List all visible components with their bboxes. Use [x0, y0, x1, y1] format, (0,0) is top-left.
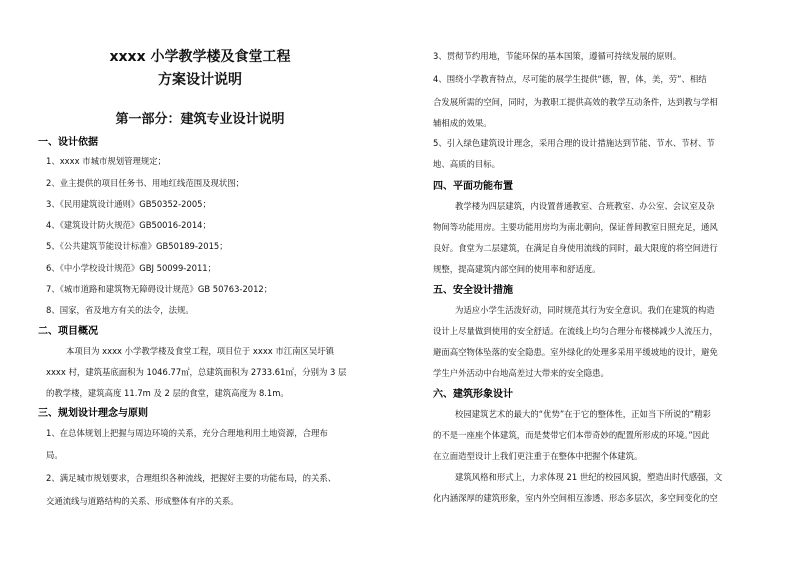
principle-line: 局。 [46, 450, 63, 460]
safety-line: 避面高空物体坠落的安全隐患。室外绿化的处理多采用平缓坡地的设计，避免 [433, 347, 718, 357]
section-heading-5: 五、安全设计措施 [433, 285, 513, 296]
basis-item: 6、《中小学校设计规范》GBJ 50099-2011； [46, 263, 216, 273]
layout-line: 良好。食堂为二层建筑，在满足自身使用流线的同时，最大限度的将空间进行 [433, 243, 718, 253]
section-heading-3: 三、规划设计理念与原则 [38, 408, 148, 419]
basis-item: 2、业主提供的项目任务书、用地红线范围及现状图； [46, 178, 244, 188]
principle-line: 2、满足城市规划要求，合理组织各种流线，把握好主要的功能布局，的关系、 [46, 473, 337, 483]
basis-item: 4、《建筑设计防火规范》GB50016-2014； [46, 220, 211, 230]
basis-item: 3、《民用建筑设计通则》GB50352-2005； [46, 199, 211, 209]
overview-line: 本项目为 xxxx 小学教学楼及食堂工程，项目位于 xxxx 市江南区吴圩镇 [66, 346, 335, 356]
image-line: 的不是一座座个体建筑，而是焚带它们本带奇妙的配置所形成的环境。”因此 [433, 430, 710, 440]
image-line: 化内涵深厚的建筑形象，室内外空间相互渗透、形态多层次，多空间变化的空 [433, 493, 718, 503]
principle-line: 5、引入绿色建筑设计理念，采用合理的设计措施达到节能、节水、节材、节 [433, 138, 715, 148]
basis-item: 5、《公共建筑节能设计标准》GB50189-2015； [46, 241, 228, 251]
overview-line: 的教学楼，建筑高度 11.7m 及 2 层的食堂，建筑高度为 8.1m。 [46, 388, 289, 398]
safety-line: 设计上尽量做到使用的安全舒适。在流线上均匀合理分布楼梯减少人流压力， [433, 326, 718, 336]
layout-line: 规整，提高建筑内部空间的使用率和舒适度。 [433, 264, 601, 274]
image-line: 在立面造型设计上我们更注重于在整体中把握个体建筑。 [433, 451, 643, 461]
basis-item: 7、《城市道路和建筑物无障碍设计规范》GB 50763-2012； [46, 284, 273, 294]
principle-line: 3、贯彻节约用地，节能环保的基本国策，遵循可持续发展的原则。 [433, 51, 682, 61]
safety-line: 学生户外活动中台地高差过大带来的安全隐患。 [433, 368, 609, 378]
principle-line: 合发展所需的空间，同时，为教职工提供高效的教学互动条件，达到教与学相 [433, 97, 718, 107]
principle-line: 4、围绕小学教育特点，尽可能的展学生提供“德，智，体，美，劳”、相结 [433, 74, 707, 84]
section-heading-2: 二、项目概况 [38, 326, 98, 337]
section-heading-6: 六、建筑形象设计 [433, 389, 513, 400]
principle-line: 地、高质的目标。 [433, 159, 500, 169]
image-line: 建筑风格和形式上，力求体现 21 世纪的校园风貌，塑造出时代感强，文 [455, 472, 723, 482]
doc-subtitle: 方案设计说明 [158, 72, 242, 88]
layout-line: 教学楼为四层建筑，内设置普通教室、合班教室、办公室、会议室及杂 [455, 201, 715, 211]
overview-line: xxxx 村，建筑基底面积为 1046.77㎡，总建筑面积为 2733.61㎡，分别为 3 层 [46, 367, 347, 377]
basis-item: 1、xxxx 市城市规划管理规定； [46, 156, 166, 166]
layout-line: 物间等功能用房。主要功能用房均为南北朝向，保证普间教室日照充足，通风 [433, 222, 718, 232]
basis-item: 8、国家，省及地方有关的法令，法规。 [46, 305, 194, 315]
section-heading-1: 一、设计依据 [38, 137, 98, 148]
principle-line: 1、在总体规划上把握与周边环境的关系，充分合理地利用土地资源，合理布 [46, 428, 328, 438]
doc-title: xxxx 小学教学楼及食堂工程 [109, 49, 291, 65]
safety-line: 为适应小学生活泼好动，同时规范其行为安全意识。我们在建筑的构造 [455, 305, 715, 315]
part-heading: 第一部分：建筑专业设计说明 [115, 112, 285, 127]
image-line: 校园建筑艺术的最大的“优势”在于它的整体性，正如当下所说的“精彩 [455, 409, 711, 419]
right-page [400, 0, 800, 565]
principle-line: 交通流线与道路结构的关系、形成整体有序的关系。 [46, 496, 239, 506]
principle-line: 辅相成的效果。 [433, 118, 492, 128]
section-heading-4: 四、平面功能布置 [433, 181, 513, 192]
